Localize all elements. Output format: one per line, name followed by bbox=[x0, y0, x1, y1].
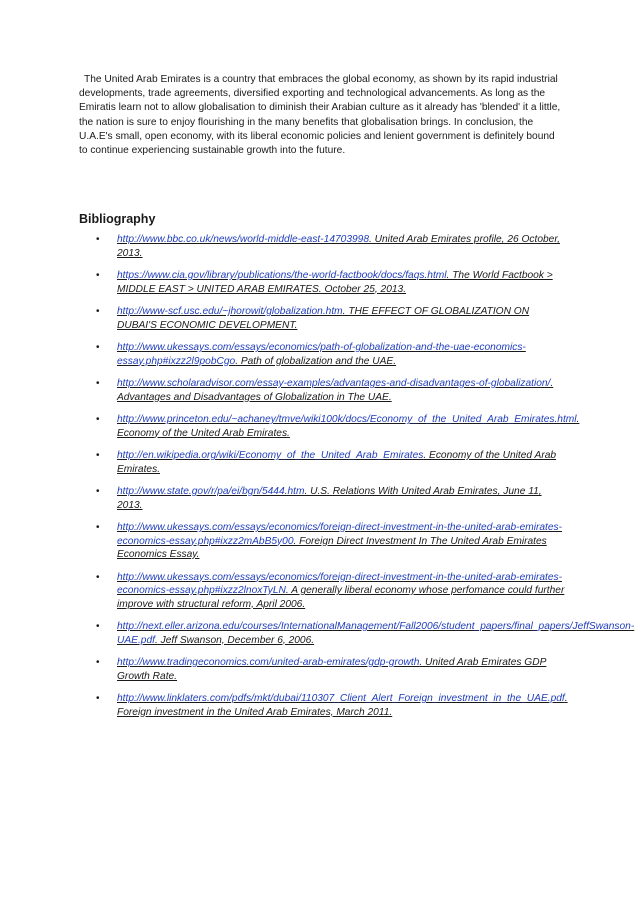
bibliography-description: . United Arab Emirates profile, 26 October, 2013. bbox=[117, 234, 561, 259]
intro-paragraph: The United Arab Emirates is a country that embraces the global economy, as shown by its rapid industrial developments, trade agreements, diversified exporting and technological advancements. As long as the Emiratis learn not to allow globalisation to diminish their Arabian culture as it already has 'blended' it a little, the nation is sure to enjoy flourishing in the many benefits that globalisation brings. In conclusion, the U.A.E's small, open economy, with its liberal economic policies and lenient government is definitely bound to continue experiencing sustainable growth into the future. bbox=[79, 74, 561, 157]
bibliography-description: . United Arab Emirates GDP Growth Rate. bbox=[117, 657, 547, 682]
bibliography-list bbox=[79, 233, 635, 728]
bullet-icon: • bbox=[96, 450, 100, 461]
bullet-icon: • bbox=[96, 522, 100, 533]
bullet-icon: • bbox=[96, 571, 100, 583]
bullet-icon: • bbox=[96, 270, 100, 281]
bibliography-link[interactable]: http://en.wikipedia.org/wiki/Economy_of_the_United_Arab_Emirates bbox=[117, 450, 424, 461]
bibliography-description: . The World Factbook > MIDDLE EAST > UNITED ARAB EMIRATES. October 25, 2013. bbox=[117, 270, 553, 295]
bibliography-description: . U.S. Relations With United Arab Emirates, June 11, 2013. bbox=[117, 486, 542, 511]
bibliography-description: . Economy of the United Arab Emirates. bbox=[117, 450, 557, 475]
bibliography-link[interactable]: http://www.scholaradvisor.com/essay-examples/advantages-and-disadvantages-of-globalization/ bbox=[117, 378, 551, 389]
bullet-icon: • bbox=[96, 234, 100, 245]
bibliography-entry bbox=[79, 692, 569, 719]
bibliography-description: . Advantages and Disadvantages of Globalization in The UAE. bbox=[117, 378, 554, 403]
bibliography-entry bbox=[79, 485, 569, 512]
bibliography-description: . A generally liberal economy whose perfomance could further improve with structural reform, April 2006. bbox=[117, 585, 565, 610]
bibliography-entry bbox=[79, 620, 635, 647]
bibliography-link[interactable]: https://www.cia.gov/library/publications/the-world-factbook/docs/faqs.html bbox=[117, 270, 447, 281]
bibliography-description: . Jeff Swanson, December 6, 2006. bbox=[154, 634, 315, 646]
bibliography-heading: Bibliography bbox=[79, 212, 156, 226]
bibliography-entry bbox=[79, 305, 569, 332]
bullet-icon: • bbox=[96, 621, 100, 632]
bullet-icon: • bbox=[96, 378, 100, 389]
bullet-icon: • bbox=[96, 486, 100, 497]
bibliography-description: . THE EFFECT OF GLOBALIZATION ON DUBAI'S ECONOMIC DEVELOPMENT. bbox=[117, 306, 530, 331]
bibliography-entry bbox=[79, 269, 569, 296]
bullet-icon: • bbox=[96, 306, 100, 317]
bullet-icon: • bbox=[96, 342, 100, 353]
bullet-icon: • bbox=[96, 414, 100, 425]
bibliography-description: . Foreign Direct Investment In The United Arab Emirates Economics Essay. bbox=[117, 535, 547, 560]
bibliography-entry bbox=[79, 233, 569, 260]
bibliography-entry bbox=[79, 571, 569, 612]
bibliography-link[interactable]: http://www.ukessays.com/essays/economics/foreign-direct-investment-in-the-united-arab-emirates-economics-essay.php#ixzz2mAbB5y00 bbox=[117, 522, 563, 547]
bibliography-link[interactable]: http://www.linklaters.com/pdfs/mkt/dubai/110307_Client_Alert_Foreign_investment_in_the_UAE.pdf bbox=[117, 693, 565, 704]
bibliography-description: . Foreign investment in the United Arab Emirates, March 2011. bbox=[117, 693, 568, 718]
bibliography-entry bbox=[79, 377, 569, 404]
bibliography-entry bbox=[79, 341, 569, 368]
bibliography-entry bbox=[79, 449, 569, 476]
bibliography-link[interactable]: http://www.ukessays.com/essays/economics/foreign-direct-investment-in-the-united-arab-emirates-economics-essay.php#ixzz2lnoxTyLN bbox=[117, 571, 563, 596]
bibliography-description: . Path of globalization and the UAE. bbox=[235, 355, 397, 367]
bibliography-link[interactable]: http://www.tradingeconomics.com/united-arab-emirates/gdp-growth bbox=[117, 657, 420, 668]
bibliography-link[interactable]: http://www.state.gov/r/pa/ei/bgn/5444.htm bbox=[117, 486, 305, 497]
bibliography-link[interactable]: http://www.princeton.edu/~achaney/tmve/wiki100k/docs/Economy_of_the_United_Arab_Emirates.html bbox=[117, 414, 577, 425]
bullet-icon: • bbox=[96, 693, 100, 704]
bibliography-link[interactable]: http://www-scf.usc.edu/~jhorowit/globalization.htm bbox=[117, 306, 343, 317]
bibliography-entry bbox=[79, 413, 580, 440]
bibliography-entry bbox=[79, 521, 569, 562]
bibliography-description: . Economy of the United Arab Emirates. bbox=[117, 414, 580, 439]
bibliography-link[interactable]: http://next.eller.arizona.edu/courses/InternationalManagement/Fall2006/student_papers/final_papers/JeffSwanson-UAE.pdf bbox=[117, 621, 635, 646]
bibliography-entry bbox=[79, 656, 569, 683]
bullet-icon: • bbox=[96, 657, 100, 668]
bibliography-link[interactable]: http://www.ukessays.com/essays/economics/path-of-globalization-and-the-uae-economics-essay.php#ixzz2l9pobCgo bbox=[117, 342, 526, 367]
bibliography-link[interactable]: http://www.bbc.co.uk/news/world-middle-east-14703998 bbox=[117, 234, 369, 245]
